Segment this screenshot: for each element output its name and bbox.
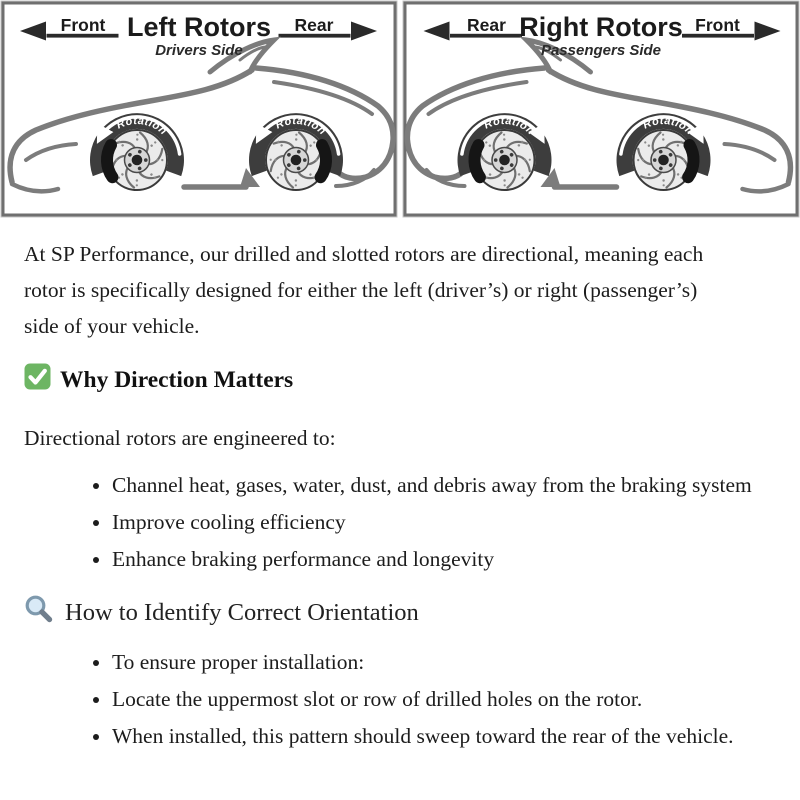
magnifying-glass-icon [24,594,54,631]
rotation-label: Rotation [273,114,329,138]
list-item: • Locate the uppermost slot or row of drilled holes on the rotor. [112,681,776,717]
rotation-label: Rotation [641,114,696,138]
engineered-to-lead: Directional rotors are engineered to: [24,426,336,450]
right-panel-rear-label: Rear [467,15,506,35]
check-mark-icon [24,363,51,397]
why-direction-matters-title: Why Direction Matters [60,366,294,393]
list-item: • When installed, this pattern should sweep toward the rear of the vehicle. [112,718,776,754]
left-panel-title: Left Rotors [127,12,271,42]
rotation-label: Rotation [482,114,537,138]
right-panel-subtitle: Passengers Side [540,42,662,59]
list-item: • Improve cooling efficiency [112,504,776,540]
rotation-label: Rotation [114,114,170,138]
why-direction-matters-heading [24,363,776,397]
right-panel-title: Right Rotors [519,12,683,42]
article-body [0,218,800,754]
how-to-identify-heading [24,594,776,631]
why-bullet-list [24,467,776,577]
list-item: • Channel heat, gases, water, dust, and debris away from the braking system [112,467,776,503]
left-panel-subtitle: Drivers Side [155,42,243,59]
right-panel-front-label: Front [695,15,740,35]
how-bullet-list [24,644,776,754]
left-panel-rear-label: Rear [294,15,334,35]
list-item: • To ensure proper installation: [112,644,776,680]
list-item: • Enhance braking performance and longevity [112,541,776,577]
left-panel-front-label: Front [60,15,106,35]
intro-paragraph: At SP Performance, our drilled and slotted rotors are directional, meaning each rotor is specifically designed for either the left (driver’s) or right (passenger’s) side of your vehicle. [24,242,704,338]
rotor-direction-diagram [0,0,800,218]
how-to-identify-title: How to Identify Correct Orientation [65,598,419,626]
